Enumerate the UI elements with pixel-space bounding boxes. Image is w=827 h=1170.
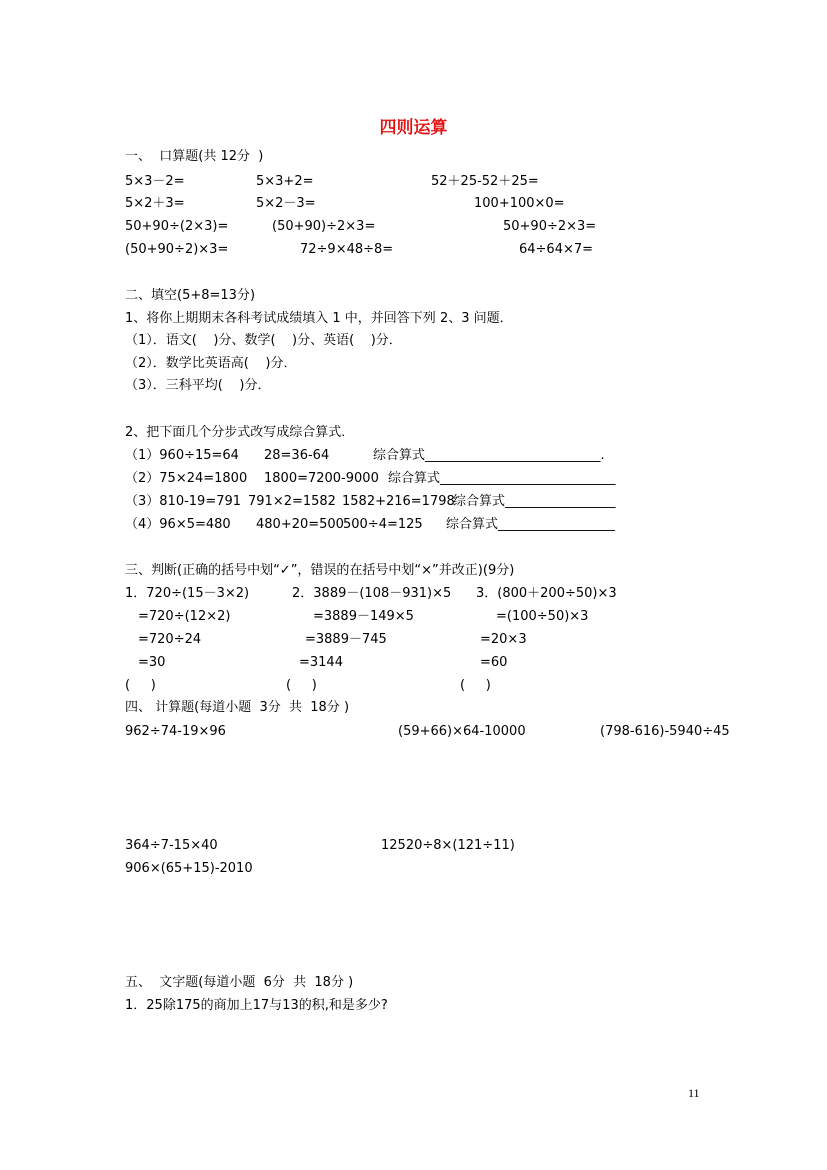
mental-math-item: 5×2－3= xyxy=(256,196,316,211)
step-formula: 28=36-64 xyxy=(264,448,330,463)
judge-step: =720÷(12×2) xyxy=(138,609,231,624)
calc-item: 906×(65+15)-2010 xyxy=(125,861,253,876)
step-formula: （2）75×24=1800 xyxy=(125,471,248,486)
step-formula: （4）96×5=480 xyxy=(125,517,231,532)
fill-question-1: 1、将你上期期末各科考试成绩填入 1 中，并回答下列 2、3 问题． xyxy=(125,311,513,326)
judge-step: =720÷24 xyxy=(138,632,202,647)
judge-step: 2．3889－(108－931)×5 xyxy=(292,586,452,601)
step-formula: 480+20=500 xyxy=(256,517,344,532)
page-title: 四则运算 xyxy=(379,118,448,138)
calc-item: (59+66)×64-10000 xyxy=(398,724,526,739)
mental-math-item: 50+90÷(2×3)= xyxy=(125,219,229,234)
fill-item: （1）．语文( )分、数学( )分、英语( )分． xyxy=(125,333,402,348)
fill-question-2: 2、把下面几个分步式改写成综合算式． xyxy=(125,425,355,440)
mental-math-item: 5×3+2= xyxy=(256,174,314,189)
page-number: 11 xyxy=(688,1086,700,1100)
mental-math-item: 64÷64×7= xyxy=(519,242,594,257)
combined-formula-blank: 综合算式___________________________. xyxy=(373,448,605,463)
calc-item: 962÷74-19×96 xyxy=(125,724,226,739)
section3-heading: 三、判断(正确的括号中划“✓”，错误的在括号中划“×”并改正)(9分) xyxy=(125,563,515,578)
judge-answer-bracket: ( ) xyxy=(460,678,491,693)
mental-math-item: 72÷9×48÷8= xyxy=(300,242,394,257)
judge-step: =20×3 xyxy=(480,632,527,647)
mental-math-item: (50+90÷2)×3= xyxy=(125,242,229,257)
judge-step: =3889－149×5 xyxy=(313,609,414,624)
judge-step: =3889－745 xyxy=(305,632,387,647)
judge-step: 1．720÷(15－3×2) xyxy=(125,586,250,601)
step-formula: 791×2=1582 xyxy=(248,494,336,509)
mental-math-item: 100+100×0= xyxy=(474,196,565,211)
combined-formula-blank: 综合算式___________________________ xyxy=(388,471,616,486)
judge-step: 3．(800＋200÷50)×3 xyxy=(476,586,617,601)
step-formula: 1800=7200-9000 xyxy=(264,471,379,486)
mental-math-item: 50+90÷2×3= xyxy=(503,219,597,234)
combined-formula-blank: 综合算式_________________ xyxy=(453,494,616,509)
step-formula: （3）810-19=791 xyxy=(125,494,242,509)
judge-step: =3144 xyxy=(299,655,343,670)
mental-math-item: 5×3－2= xyxy=(125,174,185,189)
mental-math-item: (50+90)÷2×3= xyxy=(272,219,376,234)
calc-item: 12520÷8×(121÷11) xyxy=(381,838,515,853)
judge-step: =60 xyxy=(480,655,508,670)
judge-step: =(100÷50)×3 xyxy=(496,609,589,624)
fill-item: （2）．数学比英语高( )分． xyxy=(125,356,297,371)
section2-heading: 二、填空(5+8=13分) xyxy=(125,288,256,303)
step-formula: （1）960÷15=64 xyxy=(125,448,239,463)
section4-heading: 四、 计算题(每道小题 3分 共 18分 ) xyxy=(125,700,350,715)
step-formula: 500÷4=125 xyxy=(343,517,423,532)
mental-math-item: 52＋25-52＋25= xyxy=(431,174,539,189)
calc-item: 364÷7-15×40 xyxy=(125,838,218,853)
step-formula: 1582+216=1798 xyxy=(342,494,455,509)
calc-item: (798-616)-5940÷45 xyxy=(600,724,730,739)
fill-item: （3）．三科平均( )分． xyxy=(125,378,271,393)
combined-formula-blank: 综合算式__________________ xyxy=(446,517,616,532)
section1-heading: 一、 口算题(共 12分 ) xyxy=(125,149,264,164)
judge-answer-bracket: ( ) xyxy=(286,678,317,693)
judge-answer-bracket: ( ) xyxy=(125,678,156,693)
judge-step: =30 xyxy=(138,655,166,670)
section5-heading: 五、 文字题(每道小题 6分 共 18分 ) xyxy=(125,975,354,990)
word-problem-1: 1．25除175的商加上17与13的积,和是多少? xyxy=(125,998,388,1013)
mental-math-item: 5×2＋3= xyxy=(125,196,185,211)
